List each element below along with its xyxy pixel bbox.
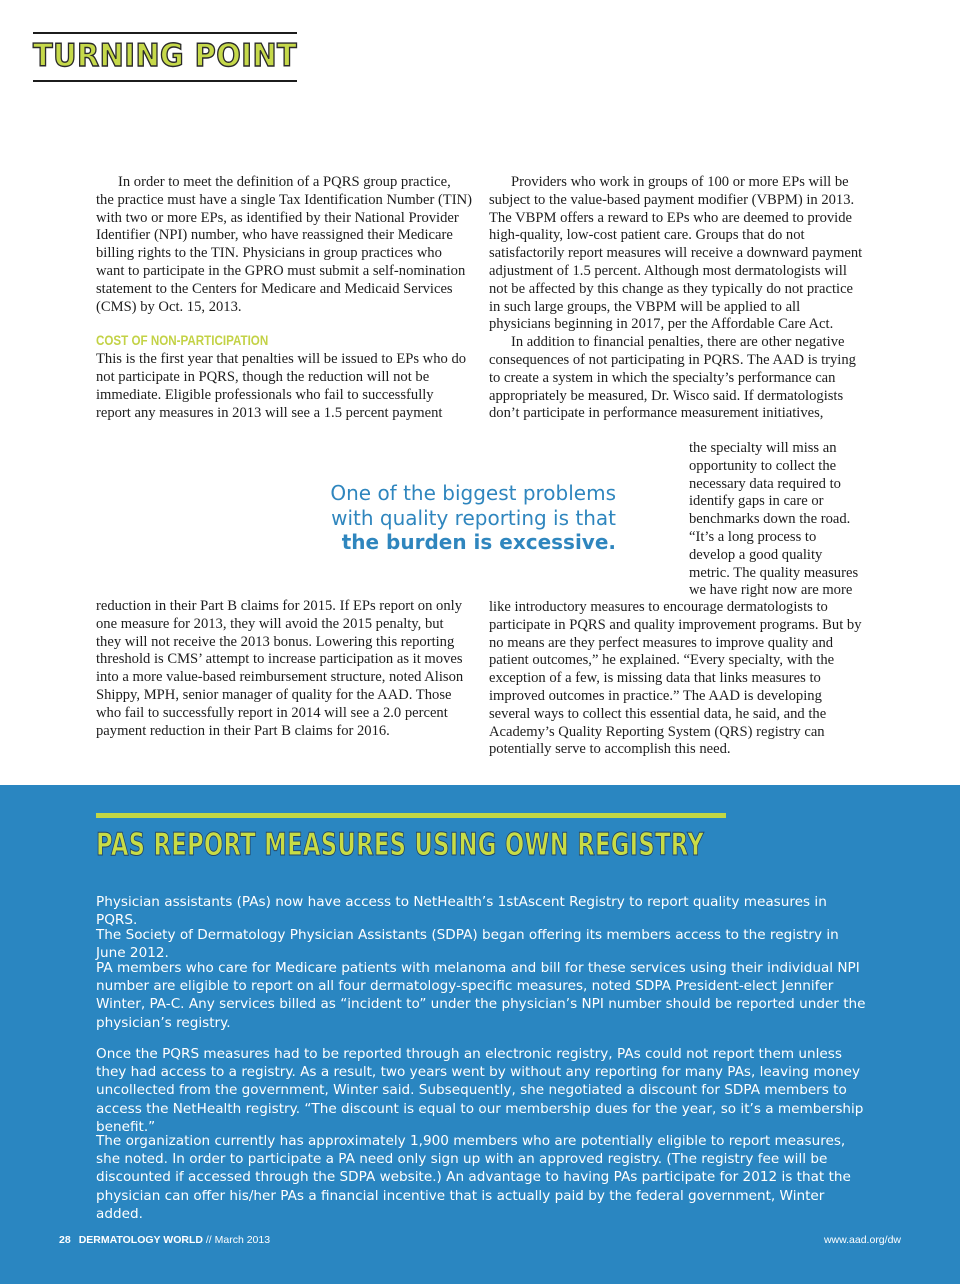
magazine-name: DERMATOLOGY WORLD [78, 1234, 203, 1246]
pull-quote-line: One of the biggest problems [330, 481, 616, 505]
article-column-right-top [489, 174, 865, 423]
page-number: 28 [59, 1234, 71, 1246]
pull-quote-emphasis: the burden is excessive. [341, 530, 616, 554]
footer-url[interactable]: www.aad.org/dw [823, 1234, 901, 1246]
sidebar-rule [96, 813, 726, 818]
sidebar-paragraph: PA members who care for Medicare patients with melanoma and bill for these services using their individual NPI number are eligible to report on all four dermatology-specific measures, noted SDPA President-elect Jennifer Winter, PA-C. Any services billed as “incident to” under the physician’s NPI number should be reported under the physician’s registry. [96, 960, 866, 1031]
article-subhead: COST OF NON-PARTICIPATION [96, 333, 269, 349]
sidebar-paragraph: Once the PQRS measures had to be reported through an electronic registry, PAs could not report them unless they had access to a registry. As a result, two years went by without any reporting for many PAs, leaving money uncollected from the government, Winter said. Subsequently, she negotiated a discount for SDPA members to access the NetHealth registry. “The discount is equal to our membership dues for the year, so it’s a membership benefit.” [96, 1046, 864, 1135]
article-column-right-narrow [689, 440, 865, 600]
article-column-right-bottom [489, 599, 865, 759]
pull-quote [300, 481, 616, 555]
article-paragraph: In order to meet the definition of a PQRS group practice, the practice must have a single Tax Identification Number (TIN) with two or more EPs, as identified by their National Provider Identifier (NPI) number, who have reassigned their Medicare billing rights to the TIN. Physicians in group practices who want to participate in the GPRO must submit a self-nomination statement to the Centers for Medicare and Medicaid Services (CMS) by Oct. 15, 2013. [96, 174, 472, 315]
article-paragraph: the specialty will miss an opportunity to collect the necessary data required to identify gaps in care or benchmarks down the road. “It’s a long process to develop a good quality metric. The quality measures we have right now are more [689, 440, 859, 599]
article-paragraph: In addition to financial penalties, there are other negative consequences of not participating in PQRS. The AAD is trying to create a system in which the specialty’s performance can appropriately be measured, Dr. Wisco said. If dermatologists don’t participate in performance measurement initiatives, [489, 334, 856, 422]
sidebar-paragraph: Physician assistants (PAs) now have access to NetHealth’s 1stAscent Registry to report quality measures in PQRS. [96, 894, 827, 929]
article-column-left-bottom [96, 598, 472, 740]
article-paragraph: reduction in their Part B claims for 2015. If EPs report on only one measure for 2013, they will avoid the 2015 penalty, but they will not receive the 2013 bonus. Lowering this reporting threshold is CMS’ attempt to increase participation as it moves into a more value-based reimbursement structure, noted Alison Shippy, MPH, senior manager of quality for the AAD. Those who fail to successfully report in 2014 will see a 2.0 percent payment reduction in their Part B claims for 2016. [96, 598, 464, 739]
section-title: TURNING POINT [33, 38, 298, 74]
article-paragraph: Providers who work in groups of 100 or more EPs will be subject to the value-based payment modifier (VBPM) in 2013. The VBPM offers a reward to EPs who are deemed to provide high-quality, low-cost patient care. Groups that do not satisfactorily report measures will receive a downward payment adjustment of 1.5 percent. Although most dermatologists will not be affected by this change as they typically do not practice in such large groups, the VBPM will be applied to all physicians beginning in 2017, per the Affordable Care Act. [489, 174, 863, 333]
sidebar-title: PAS REPORT MEASURES USING OWN REGISTRY [96, 827, 705, 863]
footer-folio [59, 1234, 270, 1246]
sidebar-paragraph: The organization currently has approximately 1,900 members who are potentially eligible to report measures, she noted. In order to participate a PA need only sign up with an approved registry. (The registry fee will be discounted if accessed through the SDPA website.) An advantage to having PAs participate for 2012 is that the physician can offer his/her PAs a financial incentive that is actually paid by the federal government, Winter added. [96, 1133, 851, 1222]
folio-separator: // [202, 1234, 215, 1246]
sidebar-paragraph: The Society of Dermatology Physician Assistants (SDPA) began offering its members access to the registry in June 2012. [96, 927, 839, 962]
issue-date: March 2013 [214, 1234, 271, 1246]
pull-quote-line: with quality reporting is that [331, 505, 616, 530]
article-paragraph: like introductory measures to encourage dermatologists to participate in PQRS and quality improvement programs. But by no means are they perfect measures to improve quality and patient outcomes,” he explained. “Every specialty, with the exception of a few, is missing data that links measures to improved outcomes in practice.” The AAD is developing several ways to collect this essential data, he said, and the Academy’s Quality Reporting System (QRS) registry can potentially serve to accomplish this need. [489, 599, 862, 758]
article-column-left-top [96, 174, 472, 422]
section-header [33, 32, 297, 82]
article-paragraph: This is the first year that penalties will be issued to EPs who do not participate in PQRS, though the reduction will not be immediate. Eligible professionals who fail to successfully report any measures in 2013 will see a 1.5 percent payment [96, 351, 467, 421]
